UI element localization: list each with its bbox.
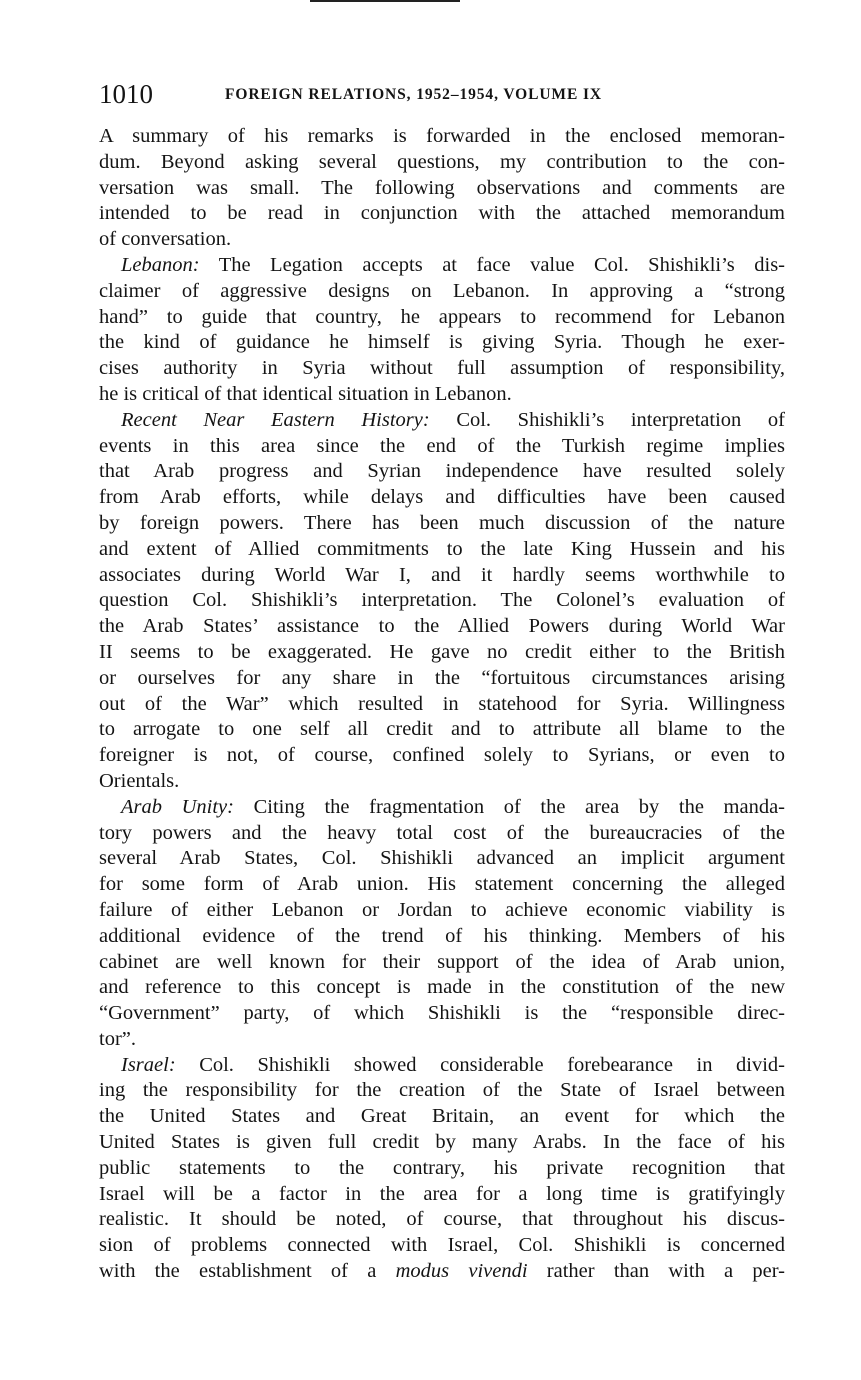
text-line: to arrogate to one self all credit and to attribute all blame to the [99, 718, 785, 741]
paragraph-israel [99, 1053, 785, 1285]
text-line: cabinet are well known for their support of the idea of Arab union, [99, 950, 785, 973]
text-line: Orientals. [99, 769, 180, 792]
text-line: that Arab progress and Syrian independence have resulted solely [99, 460, 785, 483]
text-line: United States is given full credit by many Arabs. In the face of his [99, 1131, 785, 1154]
text-line: and extent of Allied commitments to the late King Hussein and his [99, 537, 785, 560]
text-line [99, 1053, 785, 1079]
text-line: from Arab efforts, while delays and difficulties have been caused [99, 486, 785, 509]
text-line: of conversation. [99, 228, 232, 251]
text-line: question Col. Shishikli’s interpretation. The Colonel’s evaluation of [99, 589, 785, 612]
line-text: The Legation accepts at face value Col. Shishikli’s dis- [199, 253, 785, 276]
line-text: rather than with a per- [527, 1260, 785, 1283]
text-line: several Arab States, Col. Shishikli advanced an implicit argument [99, 847, 785, 870]
text-line: claimer of aggressive designs on Lebanon. In approving a “strong [99, 279, 785, 302]
document-body [99, 124, 785, 1285]
text-line: versation was small. The following observations and comments are [99, 176, 785, 199]
text-line: for some form of Arab union. His statement concerning the alleged [99, 873, 785, 896]
text-line: the United States and Great Britain, an event for which the [99, 1105, 785, 1128]
text-line: “Government” party, of which Shishikli is the “responsible direc- [99, 1002, 785, 1025]
section-heading-history: Recent Near Eastern History: [121, 408, 430, 431]
text-line [99, 795, 785, 821]
line-text: Citing the fragmentation of the area by the manda- [233, 795, 786, 818]
text-line: dum. Beyond asking several questions, my contribution to the con- [99, 150, 785, 173]
paragraph-arab-unity [99, 795, 785, 1053]
text-line: tor”. [99, 1027, 136, 1050]
text-line: II seems to be exaggerated. He gave no credit either to the British [99, 640, 785, 663]
text-line: or ourselves for any share in the “fortuitous circumstances arising [99, 666, 785, 689]
page-header [99, 76, 789, 112]
text-line [99, 253, 785, 279]
emphasis-modus-vivendi: modus vivendi [395, 1260, 528, 1283]
line-text: Col. Shishikli’s interpretation of [429, 408, 785, 431]
page-number: 1010 [99, 79, 153, 109]
top-rule [310, 0, 460, 2]
text-line: associates during World War I, and it hardly seems worthwhile to [99, 563, 785, 586]
section-heading-arab-unity: Arab Unity: [121, 795, 234, 818]
paragraph-near-eastern-history [99, 408, 785, 795]
text-line: by foreign powers. There has been much discussion of the nature [99, 511, 785, 534]
text-line [99, 1259, 785, 1285]
line-text: with the establishment of a [99, 1260, 396, 1283]
text-line: foreigner is not, of course, confined solely to Syrians, or even to [99, 744, 785, 767]
line-text: Col. Shishikli showed considerable forebearance in divid- [175, 1053, 785, 1076]
text-line: ing the responsibility for the creation of the State of Israel between [99, 1079, 785, 1102]
section-heading-lebanon: Lebanon: [121, 253, 200, 276]
text-line: hand” to guide that country, he appears to recommend for Lebanon [99, 305, 785, 328]
text-line: the Arab States’ assistance to the Allied Powers during World War [99, 615, 785, 638]
running-head: FOREIGN RELATIONS, 1952–1954, VOLUME IX [225, 86, 602, 103]
text-line: failure of either Lebanon or Jordan to achieve economic viability is [99, 898, 785, 921]
text-line: A summary of his remarks is forwarded in the enclosed memoran- [99, 125, 785, 147]
text-line: and reference to this concept is made in the constitution of the new [99, 976, 785, 999]
text-line: events in this area since the end of the Turkish regime implies [99, 434, 785, 457]
text-line: sion of problems connected with Israel, Col. Shishikli is concerned [99, 1234, 785, 1257]
text-line: realistic. It should be noted, of course, that throughout his discus- [99, 1208, 785, 1231]
paragraph-lebanon [99, 253, 785, 408]
text-line: Israel will be a factor in the area for a long time is gratifyingly [99, 1182, 785, 1205]
text-line: out of the War” which resulted in statehood for Syria. Willingness [99, 692, 785, 715]
text-line: intended to be read in conjunction with the attached memorandum [99, 202, 785, 225]
text-line: additional evidence of the trend of his thinking. Members of his [99, 924, 785, 947]
section-heading-israel: Israel: [121, 1053, 176, 1076]
text-line: the kind of guidance he himself is giving Syria. Though he exer- [99, 331, 785, 354]
text-line: cises authority in Syria without full assumption of responsibility, [99, 357, 785, 380]
text-line [99, 408, 785, 434]
text-line: tory powers and the heavy total cost of the bureaucracies of the [99, 821, 785, 844]
paragraph-summary [99, 124, 785, 253]
text-line: public statements to the contrary, his private recognition that [99, 1156, 785, 1179]
text-line: he is critical of that identical situation in Lebanon. [99, 382, 512, 405]
